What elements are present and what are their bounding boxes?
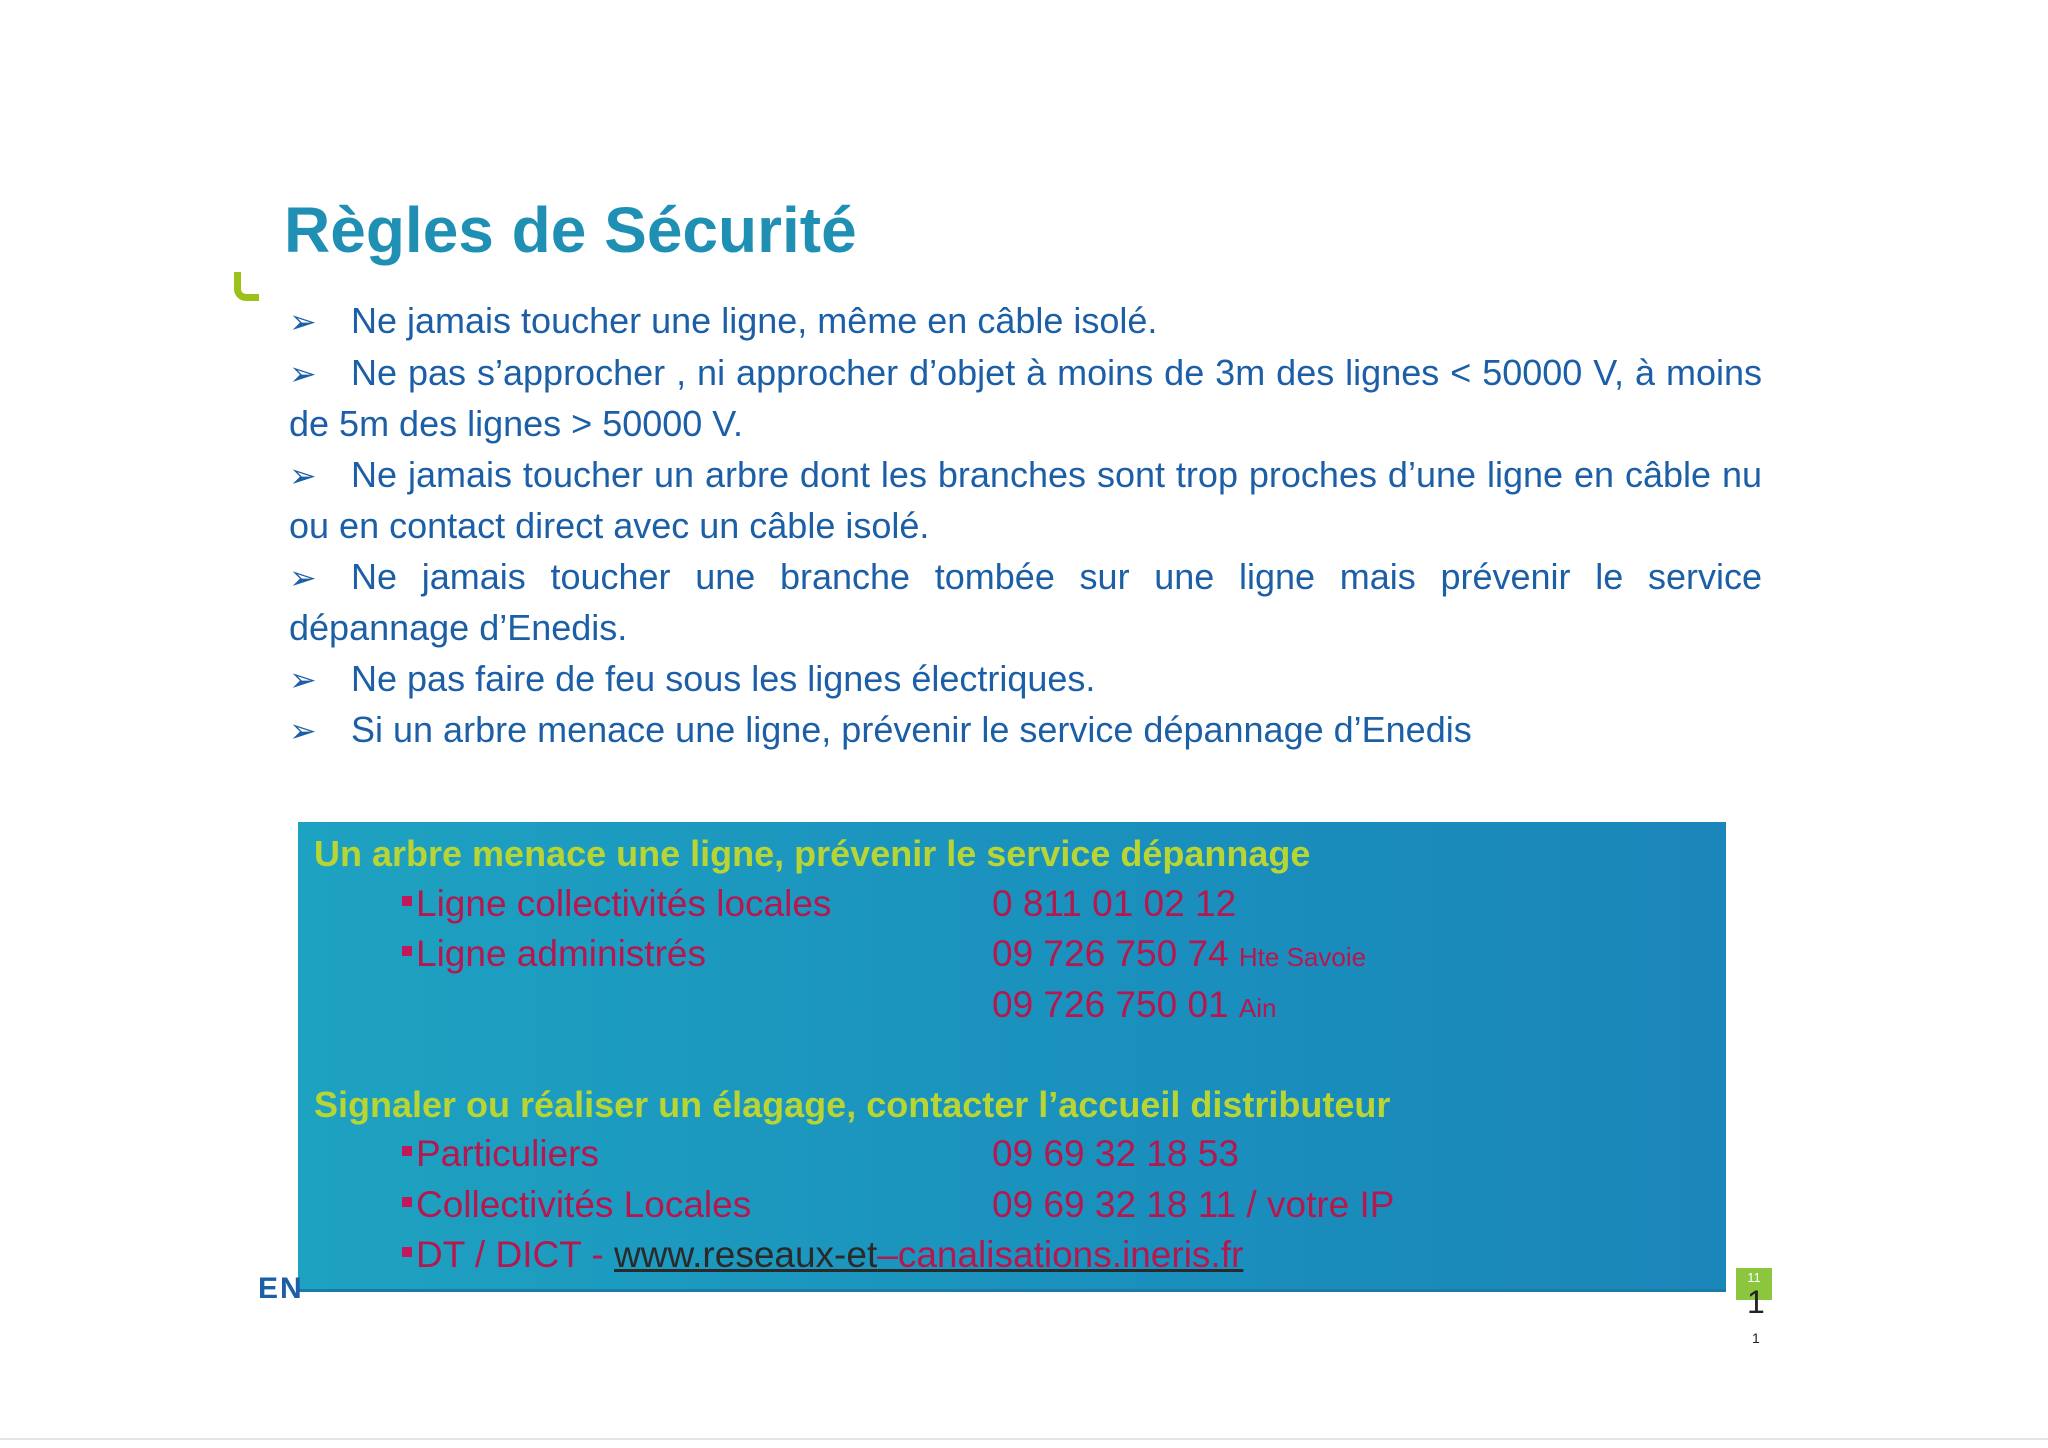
arrow-bullet-icon: ➢ [289, 712, 317, 749]
rule-item: ➢ Si un arbre menace une ligne, prévenir le service dépannage d’Enedis [289, 705, 1762, 757]
contact-label-dt-dict: DT / DICT - www.reseaux-et–canalisations.ineris.fr [402, 1234, 1243, 1276]
elagage-heading: Signaler ou réaliser un élagage, contacter l’accueil distributeur [314, 1084, 1391, 1125]
scan-edge-line [0, 1438, 2048, 1440]
square-bullet-icon [402, 946, 412, 956]
square-bullet-icon [402, 1146, 412, 1156]
contact-label-particuliers: Particuliers [402, 1133, 599, 1175]
emergency-heading: Un arbre menace une ligne, prévenir le service dépannage [314, 833, 1311, 874]
contact-label-collectivites-locales: Collectivités Locales [402, 1184, 751, 1226]
arrow-bullet-icon: ➢ [289, 660, 317, 698]
arrow-bullet-icon: ➢ [289, 456, 317, 494]
arrow-bullet-icon: ➢ [289, 354, 317, 392]
arrow-bullet-icon: ➢ [289, 303, 317, 340]
square-bullet-icon [402, 1247, 412, 1257]
contact-label-collectivites: Ligne collectivités locales [402, 883, 831, 925]
contact-phone-hte-savoie: 09 726 750 74 Hte Savoie [992, 933, 1367, 974]
page-title: Règles de Sécurité [284, 194, 857, 266]
ineris-link[interactable]: www.reseaux-et–canalisations.ineris.fr [614, 1234, 1244, 1275]
safety-rules-list [289, 296, 1762, 757]
rule-item: ➢ Ne jamais toucher une branche tombée sur une ligne mais prévenir le service dépannage d’Enedis. [289, 552, 1762, 654]
contact-phone-collectivites: 0 811 01 02 12 [992, 883, 1237, 924]
square-bullet-icon [402, 896, 412, 906]
arrow-bullet-icon: ➢ [289, 558, 317, 596]
contact-phone-ain: 09 726 750 01 Ain [992, 984, 1277, 1025]
enedis-logo: EN [258, 1272, 304, 1305]
contact-phone-particuliers: 09 69 32 18 53 [992, 1133, 1239, 1174]
page-badge: 11 [1736, 1268, 1772, 1300]
contact-info-box [298, 822, 1726, 1292]
page-number: 1 [1747, 1284, 1765, 1320]
rule-item: ➢ Ne pas s’approcher , ni approcher d’objet à moins de 3m des lignes < 50000 V, à moins de 5m des lignes > 50000 V. [289, 348, 1762, 450]
square-bullet-icon [402, 1197, 412, 1207]
rule-item: ➢ Ne jamais toucher une ligne, même en câble isolé. [289, 296, 1762, 348]
page-number-secondary: 1 [1752, 1330, 1760, 1346]
contact-label-administres: Ligne administrés [402, 933, 706, 975]
rule-item: ➢ Ne jamais toucher un arbre dont les branches sont trop proches d’une ligne en câble nu ou en contact direct avec un câble isolé. [289, 450, 1762, 552]
contact-phone-collectivites-locales: 09 69 32 18 11 / votre IP [992, 1184, 1395, 1225]
corner-accent-mark [234, 272, 259, 301]
rule-item: ➢ Ne pas faire de feu sous les lignes électriques. [289, 654, 1762, 706]
